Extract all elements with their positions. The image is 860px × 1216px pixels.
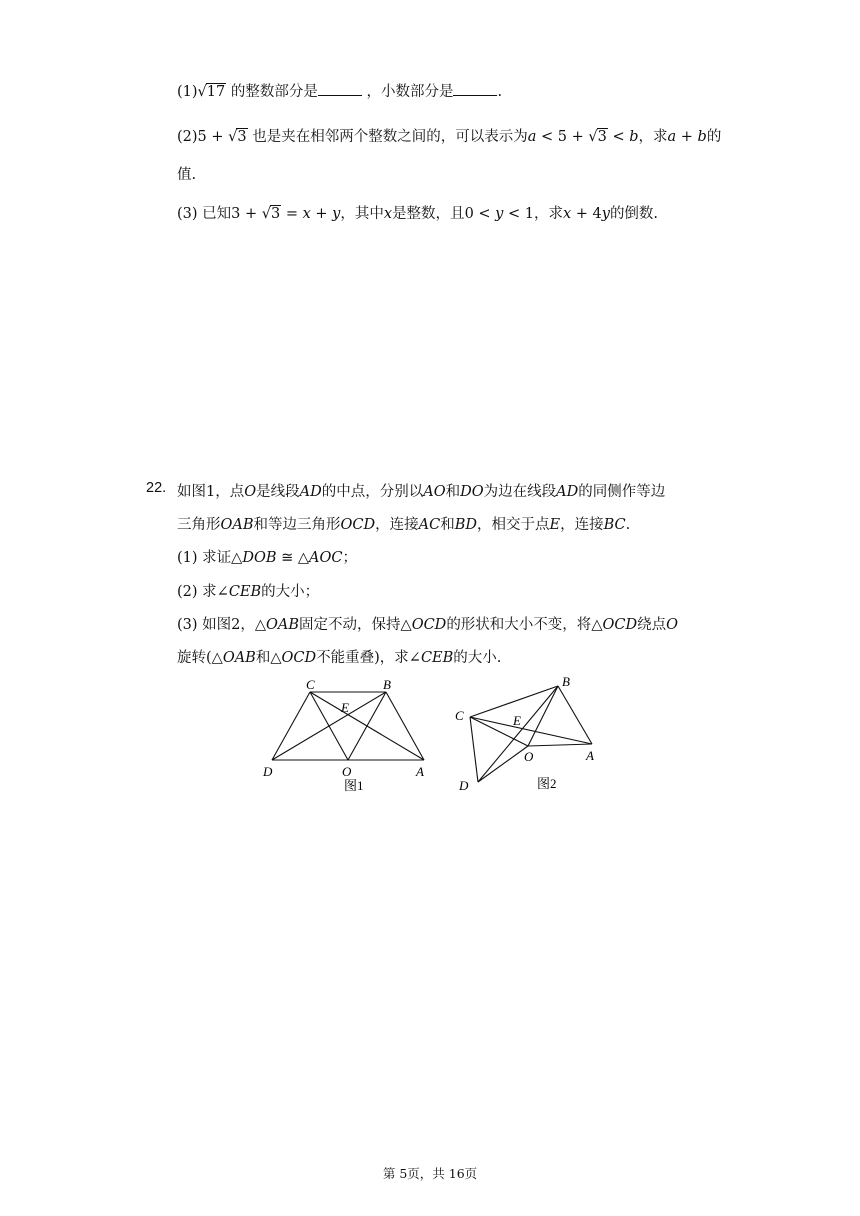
label-O: O	[524, 749, 534, 764]
text: (3) 已知	[177, 206, 232, 222]
text: ，其中	[340, 206, 384, 222]
text: 的倒数.	[609, 206, 659, 222]
q22-sub2: (2) 求∠CEB的大小；	[177, 584, 320, 600]
label-A: A	[586, 748, 594, 763]
answer-blank[interactable]	[453, 83, 497, 96]
label-C: C	[455, 708, 464, 723]
label-O: O	[342, 764, 352, 779]
text: ，小数部分是	[366, 84, 454, 100]
figure-2-caption: 图2	[537, 776, 557, 791]
text: 的	[706, 129, 722, 145]
label-B: B	[562, 674, 570, 689]
q22-sub3-cont: 旋转(△OAB和△OCD不能重叠)，求∠CEB的大小.	[177, 650, 502, 666]
q22-line2: 三角形OAB和等边三角形OCD，连接AC和BD，相交于点E，连接BC.	[177, 517, 631, 533]
q21-part1: (1)√17 的整数部分是 ，小数部分是 .	[177, 84, 503, 100]
radicand: 17	[206, 84, 226, 100]
text: 是整数，且	[392, 206, 465, 222]
label-A: A	[416, 764, 424, 779]
answer-blank[interactable]	[318, 83, 362, 96]
q21-part3: (3) 已知3 + √3 = x + y，其中x是整数，且0 < y < 1，求x + 4y的倒数.	[177, 206, 659, 222]
text: .	[497, 84, 503, 100]
label-B: B	[383, 677, 391, 692]
question-number: 22.	[146, 480, 167, 496]
q22-line1: 如图1，点O是线段AD的中点，分别以AO和DO为边在线段AD的同侧作等边	[177, 484, 666, 500]
q21-part2-cont	[177, 163, 196, 184]
text: 值.	[177, 167, 197, 183]
text: (1)	[177, 84, 198, 100]
figure-1	[258, 676, 438, 796]
figure-1-caption: 图1	[344, 778, 364, 793]
label-E: E	[513, 713, 521, 728]
text: ，求	[533, 206, 563, 222]
text: (2)5	[177, 129, 207, 145]
text: 也是夹在相邻两个整数之间的，可以表示为	[252, 129, 528, 145]
figure-2	[450, 672, 610, 798]
label-D: D	[263, 764, 273, 779]
q22-sub1: (1) 求证△DOB ≅ △AOC；	[177, 550, 357, 566]
text: 的整数部分是	[230, 84, 318, 100]
label-D: D	[459, 778, 469, 793]
page-footer: 第 5页，共 16页	[382, 1166, 478, 1181]
q21-part2: (2)5 + √3 也是夹在相邻两个整数之间的，可以表示为a < 5 + √3 < b，求a + b的	[177, 129, 722, 145]
q22-sub3: (3) 如图2，△OAB固定不动，保持△OCD的形状和大小不变，将△OCD绕点O	[177, 617, 678, 633]
label-E: E	[341, 700, 349, 715]
label-C: C	[306, 677, 315, 692]
text: ，求	[638, 129, 668, 145]
